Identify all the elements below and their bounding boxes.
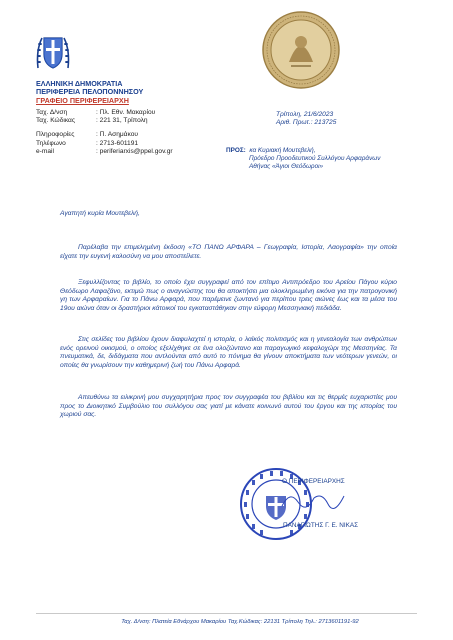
- paragraph-3: Στις σελίδες του βιβλίου έχουν διαφυλαχτεί η ιστορία, ο λαϊκός πολιτισμός και η γενεαλογία των ανθρώπων ενός ορεινού οικισμού, ο οποίος εξελίχθηκε σε ένα ολοζώντανο και παραγωγικό κεφαλοχώρι της Μεσσηνίας. Τα πνευματικά, δε, διδάγματα που αντλούνται από αυτό το πόνημα θα γίνουν αποκτήματα των νεότερων γενεών, οι οποίες θα γνωρίσουν την καθημερινή ζωή του Πάνω Αρφαρά.: [60, 336, 397, 369]
- email-label: e-mail: [36, 147, 54, 155]
- protocol-number: Αριθ. Πρωτ.: 213725: [276, 119, 337, 127]
- recipient-org: Αθήνας «Άγιοι Θεόδωροι»: [249, 163, 324, 171]
- phone-value: : 2713-601191: [96, 139, 139, 147]
- handwritten-signature-icon: [278, 488, 348, 512]
- paragraph-4: Απευθύνω τα ειλικρινή μου συγχαρητήρια προς τον συγγραφέα του βιβλίου και τις θερμές ευχαριστίες μου προς το Διοικητικό Συμβούλιο του συλλόγου σας γιατί με κάνατε κοινωνό αυτού του έργου και της ιστορίας του χωριού σας.: [60, 394, 397, 418]
- recipient-label: ΠΡΟΣ:: [226, 147, 246, 154]
- zip-value: : 221 31, Τρίπολη: [96, 117, 148, 125]
- recipient-name: κα Κυριακή Μουτεβελή,: [249, 147, 316, 154]
- paragraph-1: Παρέλαβα την επιμελημένη έκδοση «ΤΟ ΠΑΝΩ ΑΡΦΑΡΑ – Γεωγραφία, Ιστορία, Λαογραφία» την οποία είχατε την ευγενή καλοσύνη να μου αποστείλετε.: [60, 244, 397, 260]
- signatory-title: Ο ΠΕΡΙΦΕΡΕΙΑΡΧΗΣ: [282, 478, 345, 485]
- info-value: : Π. Ασημάκου: [96, 131, 138, 139]
- recipient-role: Πρόεδρο Προοδευτικού Συλλόγου Αρφαράνων: [249, 155, 381, 163]
- office-name: ΓΡΑΦΕΙΟ ΠΕΡΙΦΕΡΕΙΑΡΧΗ: [36, 95, 129, 105]
- recipient-block: [226, 147, 426, 172]
- greek-emblem-icon: [34, 30, 72, 74]
- address-value: : Πλ. Εθν. Μακαρίου: [96, 109, 156, 116]
- org-name: ΕΛΛΗΝΙΚΗ ΔΗΜΟΚΡΑΤΙΑ: [36, 79, 123, 88]
- zip-label: Ταχ. Κώδικας: [36, 117, 76, 125]
- salutation: Αγαπητή κυρία Μουτεβελή,: [60, 210, 140, 217]
- address-label: Ταχ. Δ/νση: [36, 109, 68, 116]
- footer-address: Ταχ. Δ/νση: Πλατεία Εθνάρχου Μακαρίου Ταχ.Κώδικας: 22131 Τρίπολη Τηλ.: 2713601191-92: [121, 619, 359, 625]
- region-name: ΠΕΡΙΦΕΡΕΙΑ ΠΕΛΟΠΟΝΝΗΣΟΥ: [36, 87, 144, 97]
- email-value: : periferiarxis@ppel.gov.gr: [96, 147, 173, 155]
- paragraph-2: Ξεφυλλίζοντας το βιβλίο, το οποίο έχει συγγραφεί από τον επίτιμο Αντιπρόεδρο του Αρείου Πάγου κύριο Θεόδωρο Λαφαζάνο, εκτιμώ πως ο αναγνώστης του θα αποκτήσει μια ολοκληρωμένη εικόνα για την πατρογονική γη των Αρφαραίων. Για το Πάνω Αρφαρά, που παρέμεινε ζωντανό για περίπου τρεις αιώνες έως και τα μέσα του 19ου αιώνα όταν οι δραστήριοι κάτοικοί του εγκαταστάθηκαν στην εύφορη Μεσσηνιακή πεδιάδα.: [60, 279, 397, 312]
- sender-details: [36, 109, 236, 156]
- place-date: Τρίπολη, 21/6/2023: [276, 111, 334, 118]
- regional-seal-icon: [261, 10, 341, 90]
- info-label: Πληροφορίες: [36, 131, 75, 139]
- phone-label: Τηλέφωνο: [36, 139, 66, 147]
- footer-divider: [36, 613, 417, 614]
- signatory-name: ΠΑΝΑΓΙΩΤΗΣ Γ. Ε. ΝΙΚΑΣ: [283, 522, 359, 529]
